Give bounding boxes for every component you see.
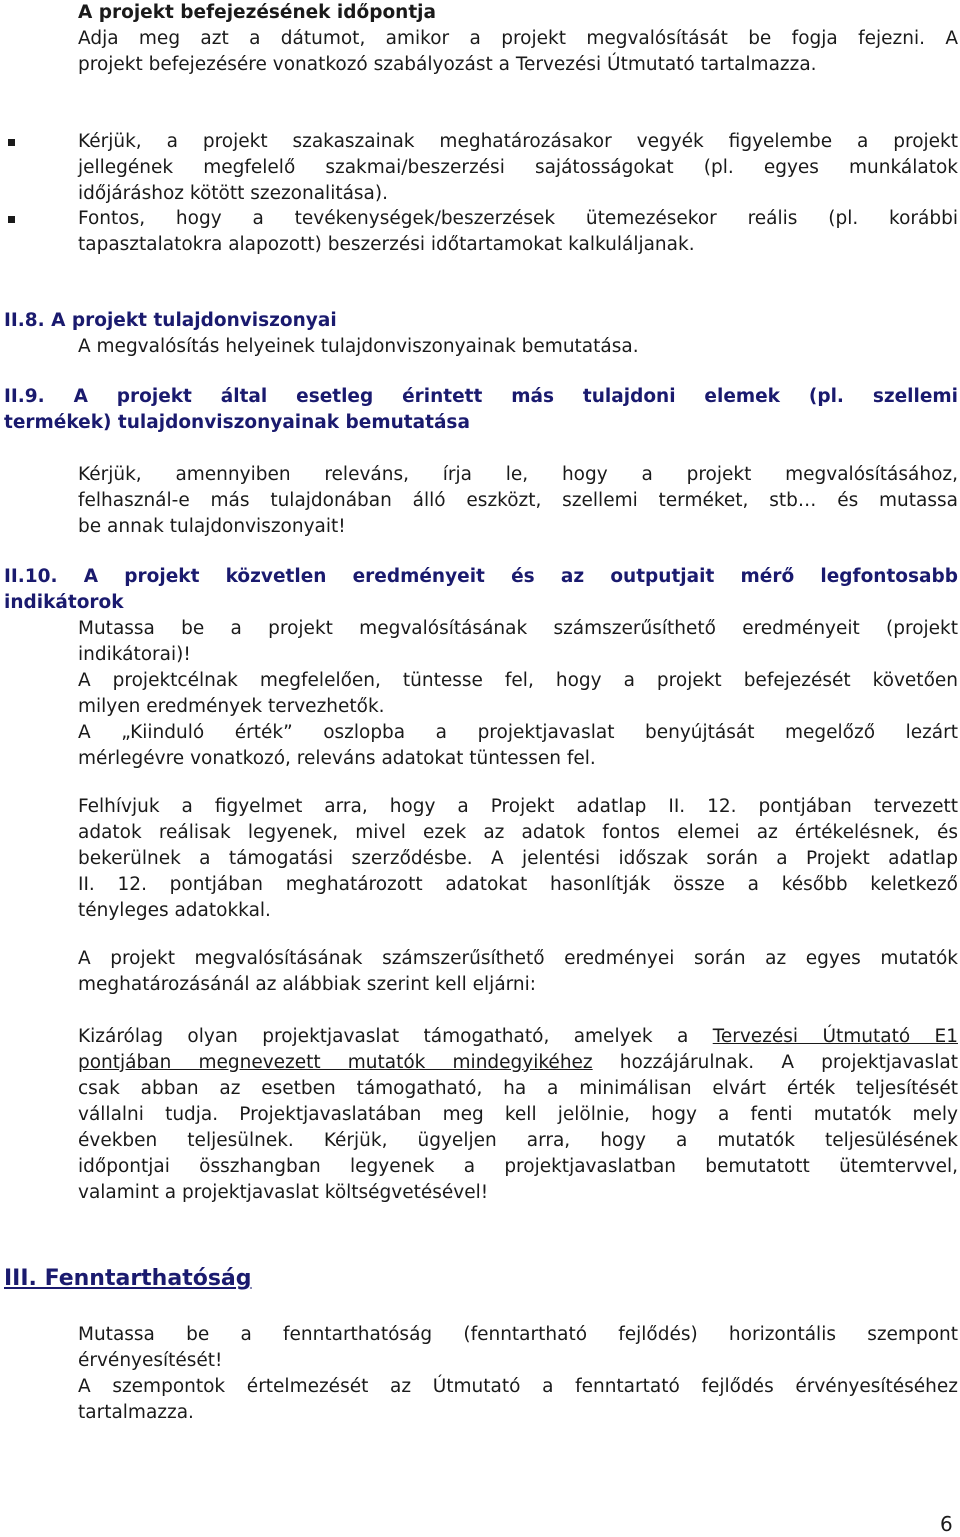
- section-ii-8: [4, 308, 958, 334]
- paragraph-line: tényleges adatokkal.: [78, 900, 271, 921]
- paragraph-line: Felhívjuk a figyelmet arra, hogy a Projekt adatlap II. 12. pontjában tervezett: [78, 796, 958, 817]
- paragraph-line: tartalmazza.: [78, 1402, 194, 1423]
- section-ii-9-text: [78, 462, 958, 540]
- bullet-item: [78, 206, 958, 258]
- section-ii-10-intro: [78, 616, 958, 772]
- paragraph-line: csak abban az esetben támogatható, ha a minimálisan elvárt érték teljesítését: [78, 1078, 958, 1099]
- paragraph-line: érvényesítését!: [78, 1350, 223, 1371]
- paragraph-line: A „Kiinduló érték” oszlopba a projektjavaslat benyújtását megelőző lezárt: [78, 722, 958, 743]
- text-span: hozzájárulnak. A projektjavaslat: [592, 1052, 958, 1073]
- paragraph-procedure: [78, 946, 958, 998]
- paragraph-line: [78, 1024, 958, 1050]
- chapter-heading: III. Fenntarthatóság: [4, 1266, 252, 1291]
- square-bullet-icon: [8, 139, 15, 146]
- paragraph-line: milyen eredmények tervezhetők.: [78, 696, 385, 717]
- section-heading-line: II.9. A projekt által esetleg érintett más tulajdoni elemek (pl. szellemi: [4, 386, 958, 407]
- paragraph-line: Kérjük, amennyiben releváns, írja le, hogy a projekt megvalósításához,: [78, 464, 958, 485]
- square-bullet-icon: [8, 216, 15, 223]
- paragraph-line: Mutassa be a fenntarthatóság (fenntartható fejlődés) horizontális szempont: [78, 1324, 958, 1345]
- section-ii-8-text: [78, 334, 958, 360]
- paragraph-line: mérlegévre vonatkozó, releváns adatokat tüntessen fel.: [78, 748, 596, 769]
- section-ii-10-heading: [4, 564, 958, 616]
- section-heading-line: II.10. A projekt közvetlen eredményeit és az outputjait mérő legfontosabb: [4, 566, 958, 587]
- paragraph-line: bekerülnek a támogatási szerződésbe. A jelentési időszak során a Projekt adatlap: [78, 848, 958, 869]
- section-heading: A projekt befejezésének időpontja: [78, 2, 437, 23]
- paragraph-line: A szempontok értelmezését az Útmutató a fenntartató fejlődés érvényesítéséhez: [78, 1376, 958, 1397]
- paragraph-line: felhasznál-e más tulajdonában álló eszközt, szellemi terméket, stb… és mutassa: [78, 490, 958, 511]
- section-iii-text: [78, 1322, 958, 1426]
- section-heading-line: termékek) tulajdonviszonyainak bemutatása: [4, 412, 470, 433]
- paragraph-line: A megvalósítás helyeinek tulajdonviszonyainak bemutatása.: [78, 336, 639, 357]
- paragraph-line: jellegének megfelelő szakmai/beszerzési sajátosságokat (pl. egyes munkálatok: [78, 157, 958, 178]
- paragraph-line: II. 12. pontjában meghatározott adatokat hasonlítják össze a később keletkező: [78, 874, 958, 895]
- section-ii-9-heading: [4, 384, 958, 436]
- paragraph-line: Fontos, hogy a tevékenységek/beszerzések ütemezésekor reális (pl. korábbi: [78, 208, 958, 229]
- paragraph-line: A projekt megvalósításának számszerűsíthető eredményei során az egyes mutatók: [78, 948, 958, 969]
- paragraph-line: valamint a projektjavaslat költségvetésével!: [78, 1182, 489, 1203]
- paragraph-eligibility: [78, 1024, 958, 1206]
- paragraph-line: A projektcélnak megfelelően, tüntesse fel, hogy a projekt befejezését követően: [78, 670, 958, 691]
- paragraph-line: adatok reálisak legyenek, mivel ezek az adatok fontos elemei az értékelésnek, és: [78, 822, 958, 843]
- paragraph-line: években teljesülnek. Kérjük, ügyeljen arra, hogy a mutatók teljesülésének: [78, 1130, 958, 1151]
- section-iii-heading: [4, 1266, 958, 1292]
- paragraph-line: Adja meg azt a dátumot, amikor a projekt megvalósítását be fogja fejezni. A: [78, 28, 958, 49]
- paragraph-line: be annak tulajdonviszonyait!: [78, 516, 346, 537]
- paragraph-line: Mutassa be a projekt megvalósításának számszerűsíthető eredményeit (projekt: [78, 618, 958, 639]
- paragraph-line: meghatározásánál az alábbiak szerint kell eljárni:: [78, 974, 537, 995]
- guide-reference-link: pontjában megnevezett mutatók mindegyikéhez: [78, 1052, 593, 1073]
- paragraph-line: időjáráshoz kötött szezonalitása).: [78, 183, 388, 204]
- paragraph-line: [78, 1050, 958, 1076]
- section-heading: II.8. A projekt tulajdonviszonyai: [4, 310, 337, 331]
- paragraph-line: tapasztalatokra alapozott) beszerzési időtartamokat kalkuláljanak.: [78, 234, 695, 255]
- guide-reference-link: Tervezési Útmutató E1: [712, 1026, 958, 1047]
- text-span: Kizárólag olyan projektjavaslat támogatható, amelyek a: [78, 1026, 713, 1047]
- section-project-end: [78, 0, 958, 78]
- paragraph-notice: [78, 794, 958, 924]
- bullet-item: [78, 129, 958, 207]
- paragraph-line: projekt befejezésére vonatkozó szabályozást a Tervezési Útmutató tartalmazza.: [78, 54, 817, 75]
- paragraph-line: indikátorai)!: [78, 644, 191, 665]
- paragraph-line: Kérjük, a projekt szakaszainak meghatározásakor vegyék figyelembe a projekt: [78, 131, 958, 152]
- paragraph-line: vállalni tudja. Projektjavaslatában meg kell jelölnie, hogy a fenti mutatók mely: [78, 1104, 958, 1125]
- page-number: 6: [940, 1512, 953, 1536]
- section-heading-line: indikátorok: [4, 592, 124, 613]
- paragraph-line: időpontjai összhangban legyenek a projektjavaslatban bemutatott ütemtervvel,: [78, 1156, 958, 1177]
